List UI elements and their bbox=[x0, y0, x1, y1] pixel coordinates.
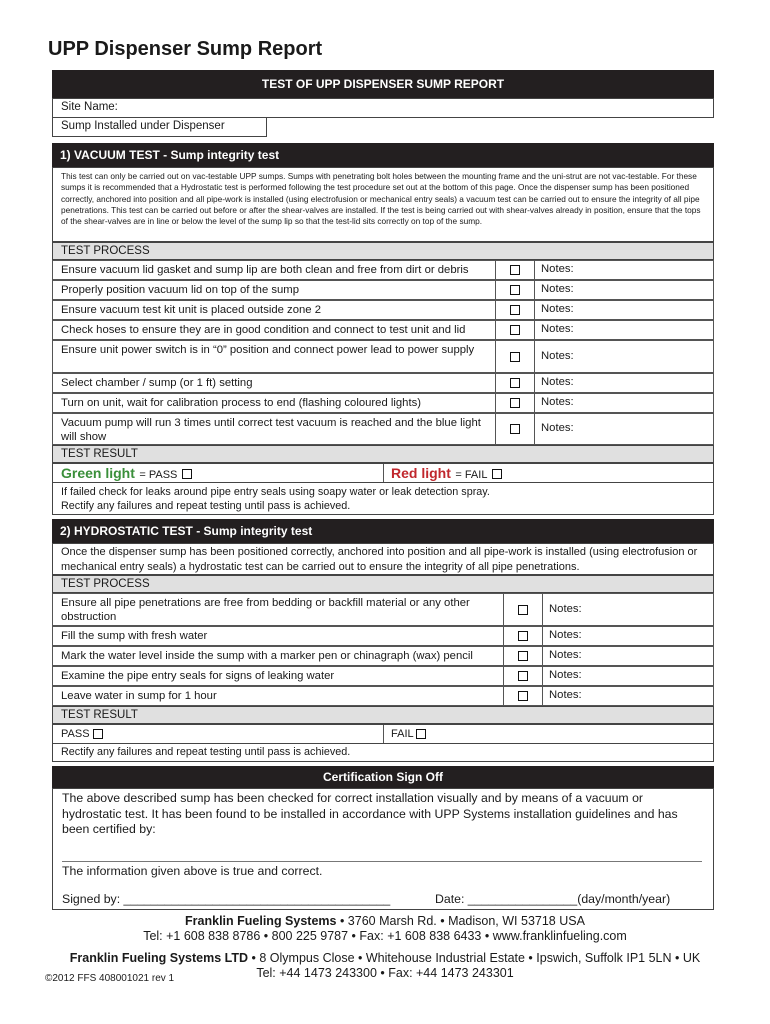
uk-contact: Tel: +44 1473 243300 • Fax: +44 1473 243301 bbox=[256, 966, 514, 980]
hydro-step-check-cell bbox=[503, 667, 543, 685]
vacuum-step-row bbox=[52, 280, 714, 300]
hydro-step-check-cell bbox=[503, 687, 543, 705]
vacuum-step-row bbox=[52, 413, 714, 445]
hydro-step-notes[interactable]: Notes: bbox=[549, 602, 582, 615]
hydro-pass-label: PASS bbox=[61, 728, 90, 740]
hydro-step-row bbox=[52, 626, 714, 646]
vacuum-step-text: Ensure vacuum lid gasket and sump lip are both clean and free from dirt or debris bbox=[61, 264, 469, 276]
date-field[interactable]: Date: ________________(day/month/year) bbox=[435, 892, 671, 906]
us-contact: Tel: +1 608 838 8786 • 800 225 9787 • Fax: +1 608 838 6433 • www.franklinfueling.com bbox=[143, 929, 627, 943]
cert-text: The above described sump has been checked for correct installation visually and by means of a vacuum or hydrostatic test. It has been found to be installed in accordance with UPP Systems installation guidelines and has been certified by: bbox=[62, 791, 678, 836]
hydro-step-text: Ensure all pipe penetrations are free from bedding or backfill material or any other obstruction bbox=[61, 597, 470, 623]
vacuum-step-row bbox=[52, 260, 714, 280]
hydro-test-heading: 2) HYDROSTATIC TEST - Sump integrity test bbox=[52, 519, 714, 543]
vacuum-process-label: TEST PROCESS bbox=[52, 242, 714, 260]
hydro-step-checkbox[interactable] bbox=[518, 605, 528, 615]
footer-us-line1 bbox=[0, 914, 770, 928]
vacuum-step-checkbox[interactable] bbox=[510, 285, 520, 295]
page-title: UPP Dispenser Sump Report bbox=[48, 38, 323, 60]
report-header-bar: TEST OF UPP DISPENSER SUMP REPORT bbox=[52, 70, 714, 98]
hydro-intro bbox=[52, 543, 714, 575]
vacuum-step-text: Check hoses to ensure they are in good condition and connect to test unit and lid bbox=[61, 324, 466, 336]
vacuum-step-checkbox[interactable] bbox=[510, 378, 520, 388]
hydro-step-check-cell bbox=[503, 647, 543, 665]
uk-company-name: Franklin Fueling Systems LTD bbox=[69, 951, 249, 965]
site-name-field[interactable] bbox=[52, 98, 714, 118]
result-note-1: If failed check for leaks around pipe entry seals using soapy water or leak detection spray. bbox=[61, 486, 490, 498]
hydro-step-notes[interactable]: Notes: bbox=[549, 629, 582, 641]
vacuum-step-check-cell bbox=[495, 321, 535, 339]
vacuum-step-notes[interactable]: Notes: bbox=[541, 376, 574, 388]
hydro-result-row bbox=[52, 724, 714, 744]
hydro-fail-label: FAIL bbox=[391, 728, 414, 740]
vacuum-step-checkbox[interactable] bbox=[510, 424, 520, 434]
hydro-step-row bbox=[52, 666, 714, 686]
cert-heading: Certification Sign Off bbox=[52, 766, 714, 788]
vacuum-step-check-cell bbox=[495, 261, 535, 279]
hydro-result-label: TEST RESULT bbox=[52, 706, 714, 724]
vacuum-result-label: TEST RESULT bbox=[52, 445, 714, 463]
vacuum-step-row bbox=[52, 340, 714, 373]
hydro-step-row bbox=[52, 646, 714, 666]
hydro-step-text: Mark the water level inside the sump with a marker pen or chinagraph (wax) pencil bbox=[61, 650, 473, 662]
site-name-label: Site Name: bbox=[61, 101, 118, 113]
hydro-step-notes[interactable]: Notes: bbox=[549, 649, 582, 661]
hydro-step-checkbox[interactable] bbox=[518, 671, 528, 681]
vacuum-step-check-cell bbox=[495, 301, 535, 319]
hydro-step-row bbox=[52, 593, 714, 626]
vacuum-result-notes bbox=[52, 483, 714, 515]
hydro-step-text: Fill the sump with fresh water bbox=[61, 630, 208, 642]
us-company-name: Franklin Fueling Systems bbox=[185, 914, 337, 928]
vacuum-step-notes[interactable]: Notes: bbox=[541, 263, 574, 275]
pass-checkbox[interactable] bbox=[182, 469, 192, 479]
vacuum-step-notes[interactable]: Notes: bbox=[541, 396, 574, 408]
red-light-fail bbox=[391, 465, 502, 483]
hydro-step-checkbox[interactable] bbox=[518, 651, 528, 661]
vacuum-step-check-cell bbox=[495, 414, 535, 444]
hydro-step-checkbox[interactable] bbox=[518, 691, 528, 701]
red-light-label: Red light bbox=[391, 465, 451, 481]
vacuum-result-row bbox=[52, 463, 714, 483]
vacuum-step-text: Ensure vacuum test kit unit is placed outside zone 2 bbox=[61, 304, 321, 316]
uk-address: • 8 Olympus Close • Whitehouse Industrial Estate • Ipswich, Suffolk IP1 5LN • UK bbox=[248, 951, 701, 965]
vacuum-step-row bbox=[52, 393, 714, 413]
hydro-step-notes[interactable]: Notes: bbox=[549, 689, 582, 701]
sump-installed-label: Sump Installed under Dispenser bbox=[61, 120, 225, 132]
footer-uk-line1 bbox=[0, 951, 770, 965]
vacuum-step-checkbox[interactable] bbox=[510, 265, 520, 275]
vacuum-intro-text: This test can only be carried out on vac-testable UPP sumps. Sumps with penetrating bolt holes between the mounting frame and the uni-strut are not vac-testable. For these sumps it is recommended that a Hydrostatic test is performed following the test procedure set out at the bottom of this page. Once the dispenser sump has been positioned correctly, anchored into position and all pipe-work is installed (using electrofusion or mechanical entry seals) a vacuum test can be carried out to ensure the integrity of all pipe penetrations. This test can be carried out before or after the shear-valves are installed. If the test is being carried out with shear-valves already in position, ensure that the tops of the shear-valves are in line or below the level of the sump lip so that the test-lid sits correctly on top of the sump. bbox=[61, 171, 701, 227]
certifier-line[interactable] bbox=[62, 861, 702, 862]
hydro-step-check-cell bbox=[503, 594, 543, 625]
vacuum-step-text: Ensure unit power switch is in “0” position and connect power lead to power supply bbox=[61, 344, 475, 356]
vacuum-step-checkbox[interactable] bbox=[510, 305, 520, 315]
true-correct-text: The information given above is true and correct. bbox=[62, 864, 323, 878]
vacuum-step-text: Vacuum pump will run 3 times until correct test vacuum is reached and the blue light will show bbox=[61, 417, 481, 443]
hydro-intro-text: Once the dispenser sump has been positioned correctly, anchored into position and all pipe-work is installed (using electrofusion or mechanical entry seals) a hydrostatic test can be carried out to ensure the integrity of all pipe penetrations. bbox=[61, 546, 698, 573]
hydro-fail-checkbox[interactable] bbox=[416, 729, 426, 739]
hydro-step-row bbox=[52, 686, 714, 706]
vacuum-step-check-cell bbox=[495, 281, 535, 299]
hydro-process-label: TEST PROCESS bbox=[52, 575, 714, 593]
signed-by-field[interactable]: Signed by: _______________________________________ bbox=[62, 892, 391, 906]
fail-text: = FAIL bbox=[455, 469, 488, 481]
vacuum-step-checkbox[interactable] bbox=[510, 398, 520, 408]
vacuum-step-text: Turn on unit, wait for calibration process to end (flashing coloured lights) bbox=[61, 397, 422, 409]
us-address: • 3760 Marsh Rd. • Madison, WI 53718 USA bbox=[336, 914, 585, 928]
hydro-fail bbox=[391, 728, 426, 740]
cert-box bbox=[52, 788, 714, 910]
hydro-step-check-cell bbox=[503, 627, 543, 645]
vacuum-test-heading: 1) VACUUM TEST - Sump integrity test bbox=[52, 143, 714, 167]
vacuum-step-check-cell bbox=[495, 394, 535, 412]
vacuum-intro bbox=[52, 167, 714, 242]
vacuum-step-row bbox=[52, 373, 714, 393]
green-light-label: Green light bbox=[61, 465, 135, 481]
hydro-step-notes[interactable]: Notes: bbox=[549, 669, 582, 681]
hydro-step-text: Examine the pipe entry seals for signs of leaking water bbox=[61, 670, 335, 682]
hydro-result-note: Rectify any failures and repeat testing until pass is achieved. bbox=[52, 744, 714, 762]
vacuum-step-text: Properly position vacuum lid on top of the sump bbox=[61, 284, 299, 296]
vacuum-step-notes[interactable]: Notes: bbox=[541, 323, 574, 335]
hydro-pass bbox=[61, 728, 103, 740]
vacuum-step-check-cell bbox=[495, 374, 535, 392]
vacuum-step-notes[interactable]: Notes: bbox=[541, 349, 574, 362]
copyright: ©2012 FFS 408001021 rev 1 bbox=[45, 973, 175, 984]
vacuum-step-text: Select chamber / sump (or 1 ft) setting bbox=[61, 377, 253, 389]
vacuum-step-notes[interactable]: Notes: bbox=[541, 422, 574, 434]
hydro-pass-checkbox[interactable] bbox=[93, 729, 103, 739]
sump-installed-field[interactable] bbox=[52, 118, 267, 137]
vacuum-step-row bbox=[52, 320, 714, 340]
vacuum-step-row bbox=[52, 300, 714, 320]
vacuum-step-checkbox[interactable] bbox=[510, 352, 520, 362]
green-light-pass bbox=[61, 465, 192, 483]
vacuum-step-checkbox[interactable] bbox=[510, 325, 520, 335]
result-note-2: Rectify any failures and repeat testing until pass is achieved. bbox=[61, 500, 351, 512]
pass-text: = PASS bbox=[139, 469, 178, 481]
hydro-step-text: Leave water in sump for 1 hour bbox=[61, 690, 217, 702]
hydro-step-checkbox[interactable] bbox=[518, 631, 528, 641]
vacuum-step-notes[interactable]: Notes: bbox=[541, 303, 574, 315]
fail-checkbox[interactable] bbox=[492, 469, 502, 479]
vacuum-step-notes[interactable]: Notes: bbox=[541, 283, 574, 295]
vacuum-step-check-cell bbox=[495, 341, 535, 372]
